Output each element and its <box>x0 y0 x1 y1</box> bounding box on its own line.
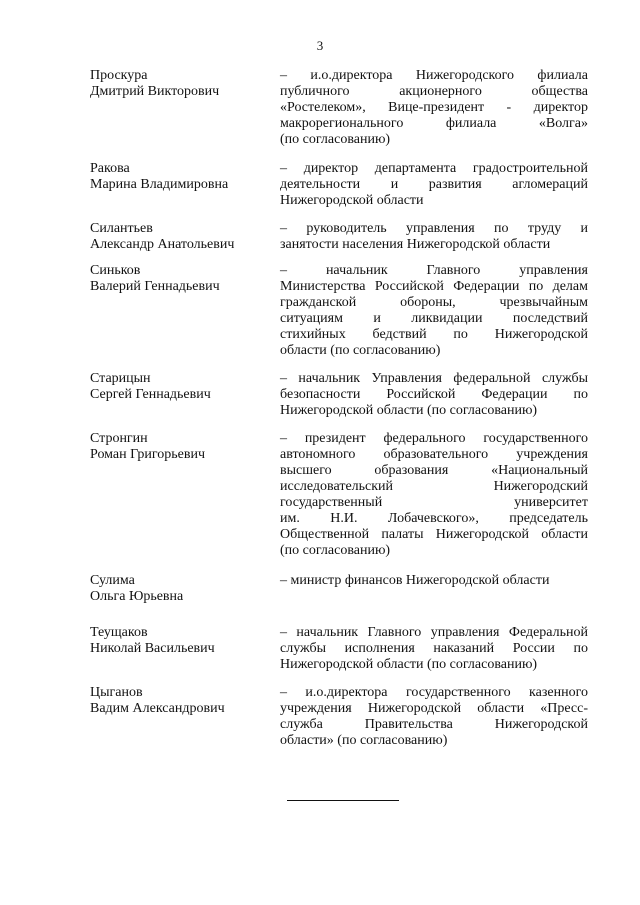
role-line: стихийных бедствий по Нижегородской <box>280 327 588 342</box>
member-name <box>90 263 270 295</box>
role-line: Нижегородской области <box>280 193 424 208</box>
member-given-names: Валерий Геннадьевич <box>90 279 220 294</box>
member-role <box>280 221 588 253</box>
member-name <box>90 431 270 463</box>
member-role <box>280 573 588 589</box>
member-given-names: Ольга Юрьевна <box>90 589 184 604</box>
role-line: «Ростелеком», Вице-президент - директор <box>280 100 588 115</box>
member-surname: Силантьев <box>90 221 153 236</box>
role-line: области» (по согласованию) <box>280 733 448 748</box>
member-name <box>90 68 270 100</box>
member-surname: Теущаков <box>90 625 148 640</box>
member-role <box>280 371 588 419</box>
role-line: занятости населения Нижегородской области <box>280 237 551 252</box>
member-role <box>280 431 588 559</box>
member-name <box>90 161 270 193</box>
role-line: деятельности и развития агломераций <box>280 177 588 192</box>
role-line: гражданской обороны, чрезвычайным <box>280 295 588 310</box>
role-line: Нижегородской области (по согласованию) <box>280 657 538 672</box>
role-line: – и.о.директора государственного казенного <box>280 685 588 700</box>
member-given-names: Николай Васильевич <box>90 641 215 656</box>
role-line: служба Правительства Нижегородской <box>280 717 588 732</box>
role-line: безопасности Российской Федерации по <box>280 387 588 402</box>
member-surname: Старицын <box>90 371 151 386</box>
member-given-names: Марина Владимировна <box>90 177 229 192</box>
page-number: 3 <box>316 38 324 53</box>
member-surname: Проскура <box>90 68 148 83</box>
role-line: публичного акционерного общества <box>280 84 588 99</box>
member-role <box>280 161 588 209</box>
role-line: автономного образовательного учреждения <box>280 447 588 462</box>
member-role <box>280 263 588 359</box>
member-name <box>90 685 270 717</box>
member-name <box>90 371 270 403</box>
member-given-names: Роман Григорьевич <box>90 447 205 462</box>
member-surname: Цыганов <box>90 685 143 700</box>
role-line: (по согласованию) <box>280 543 391 558</box>
role-line: исследовательский Нижегородский <box>280 479 588 494</box>
member-role <box>280 625 588 673</box>
role-line: – начальник Управления федеральной службы <box>280 371 588 386</box>
role-line: (по согласованию) <box>280 132 391 147</box>
role-line: – директор департамента градостроительной <box>280 161 588 176</box>
role-line: высшего образования «Национальный <box>280 463 588 478</box>
role-line: – руководитель управления по труду и <box>280 221 588 236</box>
member-name <box>90 221 270 253</box>
role-line: службы исполнения наказаний России по <box>280 641 588 656</box>
role-line: Общественной палаты Нижегородской области <box>280 527 588 542</box>
role-line: Министерства Российской Федерации по делам <box>280 279 588 294</box>
role-line: – министр финансов Нижегородской области <box>280 573 550 588</box>
closing-divider <box>287 800 399 801</box>
member-name <box>90 573 270 605</box>
role-line: Нижегородской области (по согласованию) <box>280 403 538 418</box>
member-name <box>90 625 270 657</box>
role-line: макрорегионального филиала «Волга» <box>280 116 588 131</box>
role-line: государственный университет <box>280 495 588 510</box>
role-line: – начальник Главного управления Федеральной <box>280 625 588 640</box>
role-line: – и.о.директора Нижегородского филиала <box>280 68 588 83</box>
role-line: – начальник Главного управления <box>280 263 588 278</box>
member-surname: Синьков <box>90 263 141 278</box>
member-role <box>280 685 588 749</box>
role-line: – президент федерального государственного <box>280 431 588 446</box>
role-line: области (по согласованию) <box>280 343 441 358</box>
member-given-names: Александр Анатольевич <box>90 237 235 252</box>
member-role <box>280 68 588 148</box>
member-given-names: Дмитрий Викторович <box>90 84 220 99</box>
member-surname: Стронгин <box>90 431 148 446</box>
member-given-names: Сергей Геннадьевич <box>90 387 211 402</box>
member-surname: Ракова <box>90 161 130 176</box>
member-given-names: Вадим Александрович <box>90 701 225 716</box>
role-line: учреждения Нижегородской области «Пресс- <box>280 701 588 716</box>
role-line: им. Н.И. Лобачевского», председатель <box>280 511 588 526</box>
role-line: ситуациям и ликвидации последствий <box>280 311 588 326</box>
member-surname: Сулима <box>90 573 135 588</box>
